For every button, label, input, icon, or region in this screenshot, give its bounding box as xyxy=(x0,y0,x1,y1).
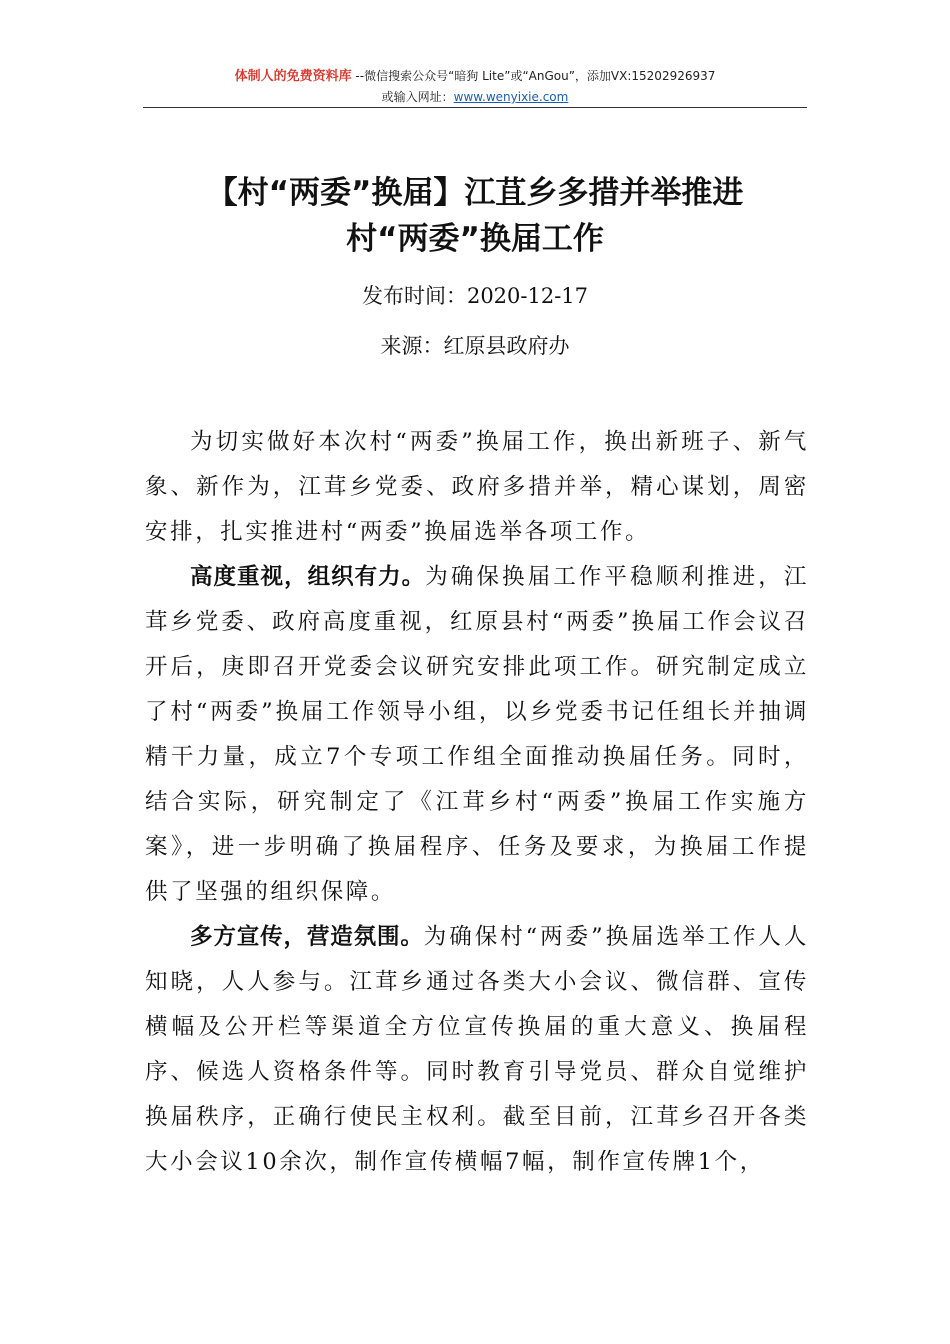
url-prefix: 或输入网址： xyxy=(381,90,454,104)
article-source: 来源：红原县政府办 xyxy=(380,334,570,358)
header-note: --微信搜索公众号“暗狗 Lite”或“AnGou”，添加VX:15202926937 xyxy=(351,69,716,83)
paragraph-lead: 多方宣传，营造氛围。 xyxy=(190,924,424,950)
paragraph-text: 为确保村“两委”换届选举工作人人知晓，人人参与。江茸乡通过各类大小会议、微信群、宣传横幅及公开栏等渠道全方位宣传换届的重大意义、换届程序、候选人资格条件等。同时教育引导党员、群众自觉维护换届秩序，正确行使民主权利。截至目前，江茸乡召开各类大小会议10余次，制作宣传横幅7幅，制作宣传牌1个， xyxy=(145,924,809,1175)
header-line-1 xyxy=(143,66,807,87)
paragraph-lead: 高度重视，组织有力。 xyxy=(190,564,426,590)
article-body xyxy=(145,420,809,1185)
header-line-2 xyxy=(143,87,807,107)
paragraph-text: 为确保换届工作平稳顺利推进，江茸乡党委、政府高度重视，红原县村“两委”换届工作会议召开后，庚即召开党委会议研究安排此项工作。研究制定成立了村“两委”换届工作领导小组，以乡党委书记任组长并抽调精干力量，成立7个专项工作组全面推动换届任务。同时，结合实际，研究制定了《江茸乡村“两委”换届工作实施方案》，进一步明确了换届程序、任务及要求，为换届工作提供了坚强的组织保障。 xyxy=(145,564,809,905)
brand-name: 体制人的免费资料库 xyxy=(234,69,352,84)
title-line-1: 【村“两委”换届】江苴乡多措并举推进 xyxy=(206,175,744,211)
title-line-2: 村“两委”换届工作 xyxy=(346,221,604,257)
watermark-header xyxy=(143,66,807,107)
publish-time: 发布时间：2020-12-17 xyxy=(361,284,589,308)
article-title xyxy=(120,170,830,262)
paragraph-intro xyxy=(145,420,809,555)
website-link[interactable]: www.wenyixie.com xyxy=(453,90,569,104)
header-divider xyxy=(143,107,807,108)
paragraph-organization xyxy=(145,555,809,915)
paragraph-text: 为切实做好本次村“两委”换届工作，换出新班子、新气象、新作为，江茸乡党委、政府多措并举，精心谋划，周密安排，扎实推进村“两委”换届选举各项工作。 xyxy=(145,429,809,545)
paragraph-publicity xyxy=(145,915,809,1185)
